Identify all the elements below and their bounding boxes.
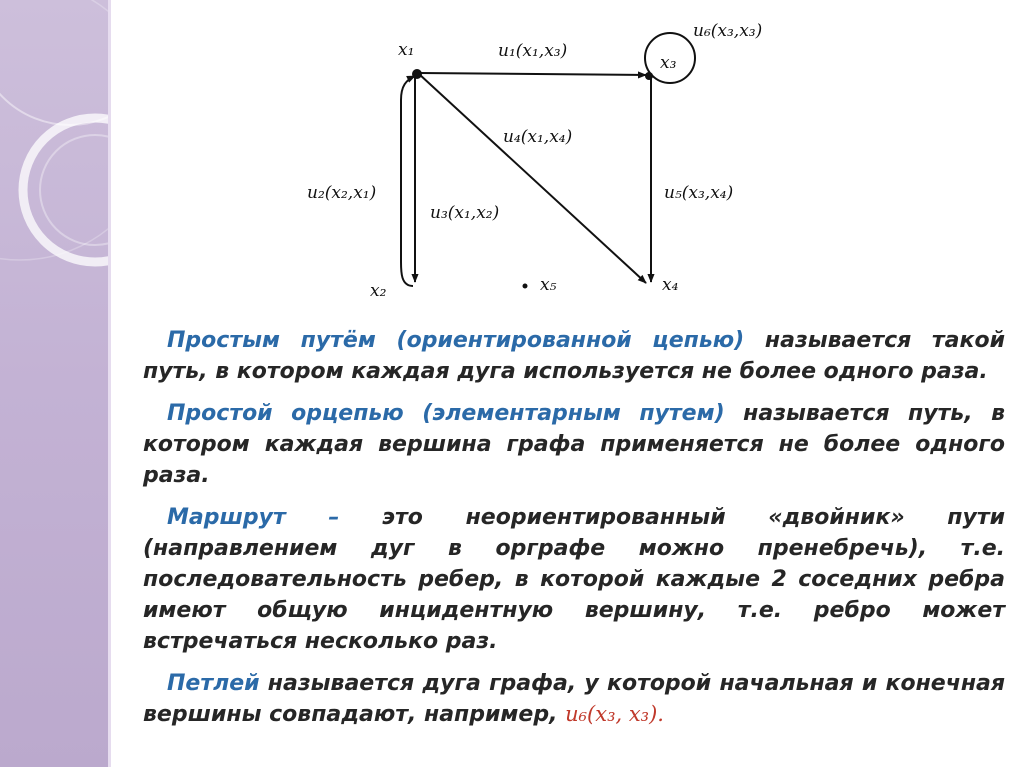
term-simple-path: Простым путём (ориентированной цепью) <box>167 328 745 353</box>
edge-label-u4: u₄(x₁,x₄) <box>503 127 573 147</box>
decorative-rings <box>0 0 108 767</box>
edge-u4 <box>419 74 646 283</box>
definition-route <box>143 502 1005 657</box>
definition-simple-orchain <box>143 398 1005 491</box>
definition-simple-path-body: называется такой путь, в котором каждая дуга используется не более одного раза. <box>143 328 1005 384</box>
definitions-text <box>143 325 1005 741</box>
definition-loop-body: называется дуга графа, у которой начальная и конечная вершины совпадают, например, <box>143 671 1005 727</box>
definition-simple-path <box>143 325 1005 387</box>
edge-u2 <box>401 76 415 286</box>
vertex-label-x1: x₁ <box>398 40 415 60</box>
definition-loop <box>143 668 1005 730</box>
term-loop: Петлей <box>167 671 260 696</box>
vertex-x5 <box>523 284 528 289</box>
term-simple-orchain: Простой орцепью (элементарным путем) <box>167 401 725 426</box>
edge-label-u5: u₅(x₃,x₄) <box>664 183 734 203</box>
edge-label-u1: u₁(x₁,x₃) <box>498 41 568 61</box>
loop-formula: u₆(x₃, x₃) <box>565 702 658 726</box>
edge-label-u6: u₆(x₃,x₃) <box>693 21 763 41</box>
term-route: Маршрут – <box>167 505 340 530</box>
vertex-label-x4: x₄ <box>662 275 679 295</box>
side-band-edge <box>108 0 111 767</box>
vertex-label-x2: x₂ <box>370 281 387 301</box>
edge-label-u3: u₃(x₁,x₂) <box>430 203 500 223</box>
vertex-label-x5: x₅ <box>540 275 557 295</box>
edge-u1 <box>419 73 646 75</box>
decorative-side-band <box>0 0 108 767</box>
definition-route-body: это неориентированный «двойник» пути (направлением дуг в орграфе можно пренебречь), т.е. последовательность ребер, в которой каждые 2 соседних ребра имеют общую инцидентную вершину, т.е. ребро может встречаться несколько раз. <box>143 505 1005 654</box>
loop-formula-end: . <box>657 702 664 726</box>
vertex-label-x3: x₃ <box>660 53 677 73</box>
edge-label-u2: u₂(x₂,x₁) <box>307 183 377 203</box>
vertex-x1 <box>412 69 422 79</box>
vertex-x3 <box>645 72 653 80</box>
definition-simple-orchain-body: называется путь, в котором каждая вершина графа применяется не более одного раза. <box>143 401 1005 488</box>
graph-diagram <box>300 0 800 310</box>
